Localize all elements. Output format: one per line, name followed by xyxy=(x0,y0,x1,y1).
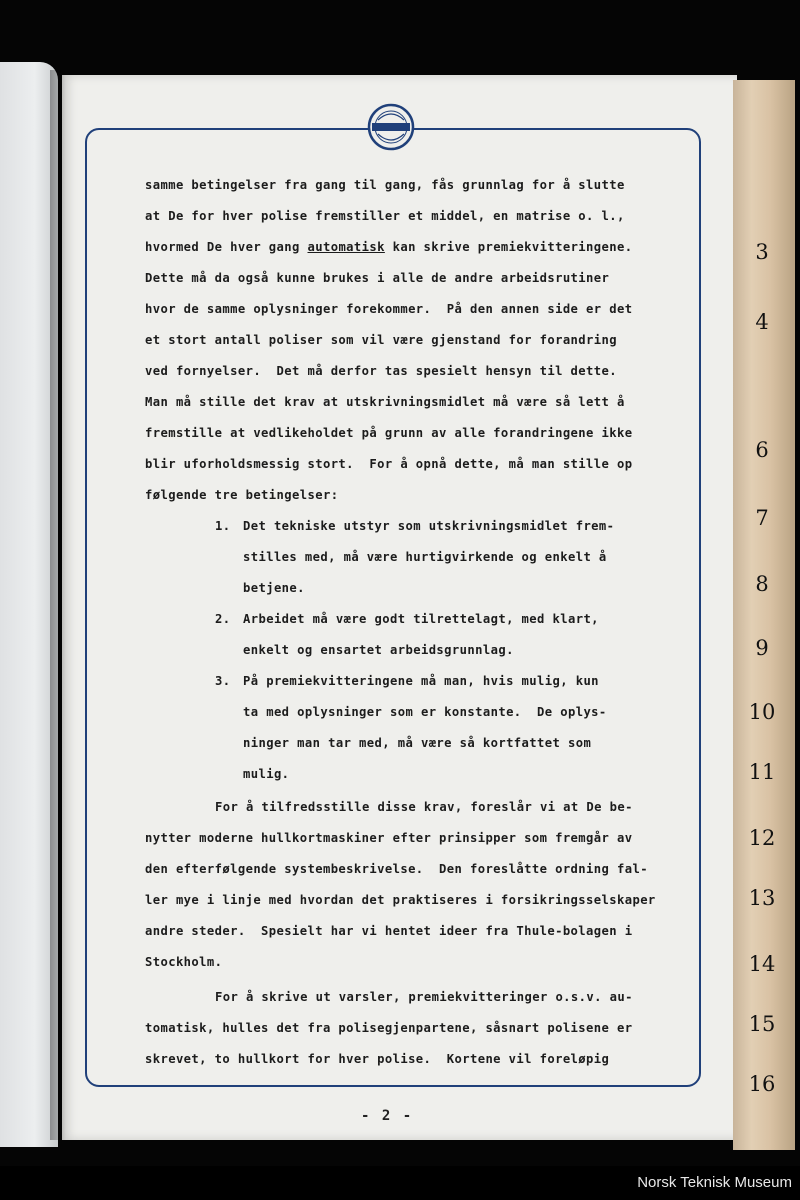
body-line: andre steder. Spesielt har vi hentet ideer fra Thule-bolagen i xyxy=(145,924,633,938)
list-line: På premiekvitteringene må man, hvis mulig, kun xyxy=(243,674,599,688)
tab-label[interactable]: 9 xyxy=(755,636,769,660)
body-line-with-emphasis xyxy=(145,240,632,254)
body-line: skrevet, to hullkort for hver polise. Kortene vil foreløpig xyxy=(145,1052,610,1066)
body-line: Dette må da også kunne brukes i alle de andre arbeidsrutiner xyxy=(145,271,610,285)
list-line: mulig. xyxy=(243,767,290,781)
body-line: ved fornyelser. Det må derfor tas spesielt hensyn til dette. xyxy=(145,364,617,378)
tab-label[interactable]: 3 xyxy=(755,240,769,264)
list-number: 3. xyxy=(215,674,231,688)
tab-label[interactable]: 8 xyxy=(755,572,769,596)
body-line: nytter moderne hullkortmaskiner efter prinsipper som fremgår av xyxy=(145,831,633,845)
tab-label[interactable]: 6 xyxy=(755,438,769,462)
body-line: den efterfølgende systembeskrivelse. Den foreslåtte ordning fal- xyxy=(145,862,648,876)
list-number: 2. xyxy=(215,612,231,626)
list-line: stilles med, må være hurtigvirkende og enkelt å xyxy=(243,550,607,564)
ibm-logo xyxy=(366,102,416,152)
body-line: For å tilfredsstille disse krav, foreslår vi at De be- xyxy=(215,800,633,814)
tab-label[interactable]: 16 xyxy=(748,1072,776,1096)
body-line-end: kan skrive premiekvitteringene. xyxy=(384,240,633,254)
underlined-word: automatisk xyxy=(307,240,385,254)
tab-label[interactable]: 10 xyxy=(748,700,776,724)
list-line: ta med oplysninger som er konstante. De oplys- xyxy=(243,705,607,719)
spine-shadow xyxy=(50,70,66,1140)
body-line: fremstille at vedlikeholdet på grunn av alle forandringene ikke xyxy=(145,426,633,440)
body-line: følgende tre betingelser: xyxy=(145,488,339,502)
list-line: Det tekniske utstyr som utskrivningsmidlet frem- xyxy=(243,519,615,533)
page-number: - 2 - xyxy=(361,1108,414,1124)
tab-label[interactable]: 14 xyxy=(748,952,776,976)
list-line: betjene. xyxy=(243,581,305,595)
tab-label[interactable]: 7 xyxy=(755,506,769,530)
body-line: ler mye i linje med hvordan det praktiseres i forsikringsselskaper xyxy=(145,893,656,907)
list-line: Arbeidet må være godt tilrettelagt, med klart, xyxy=(243,612,599,626)
watermark-bar xyxy=(0,1166,800,1200)
list-number: 1. xyxy=(215,519,231,533)
tab-label[interactable]: 11 xyxy=(748,760,776,784)
tab-label[interactable]: 15 xyxy=(748,1012,776,1036)
tab-label[interactable]: 4 xyxy=(755,310,769,334)
body-line: tomatisk, hulles det fra polisegjenpartene, såsnart polisene er xyxy=(145,1021,633,1035)
body-line: et stort antall poliser som vil være gjenstand for forandring xyxy=(145,333,617,347)
list-line: enkelt og ensartet arbeidsgrunnlag. xyxy=(243,643,514,657)
body-line: For å skrive ut varsler, premiekvitteringer o.s.v. au- xyxy=(215,990,633,1004)
tab-label[interactable]: 13 xyxy=(748,886,776,910)
body-line: hvor de samme oplysninger forekommer. På den annen side er det xyxy=(145,302,633,316)
body-line: Stockholm. xyxy=(145,955,223,969)
tab-label[interactable]: 12 xyxy=(748,826,776,850)
list-line: ninger man tar med, må være så kortfattet som xyxy=(243,736,592,750)
body-line: Man må stille det krav at utskrivningsmidlet må være så lett å xyxy=(145,395,625,409)
body-line-start: hvormed De hver gang xyxy=(145,240,308,254)
watermark-text: Norsk Teknisk Museum xyxy=(637,1174,792,1191)
body-line: at De for hver polise fremstiller et middel, en matrise o. l., xyxy=(145,209,625,223)
body-line: blir uforholdsmessig stort. For å opnå dette, må man stille op xyxy=(145,457,633,471)
body-line: samme betingelser fra gang til gang, fås grunnlag for å slutte xyxy=(145,178,625,192)
